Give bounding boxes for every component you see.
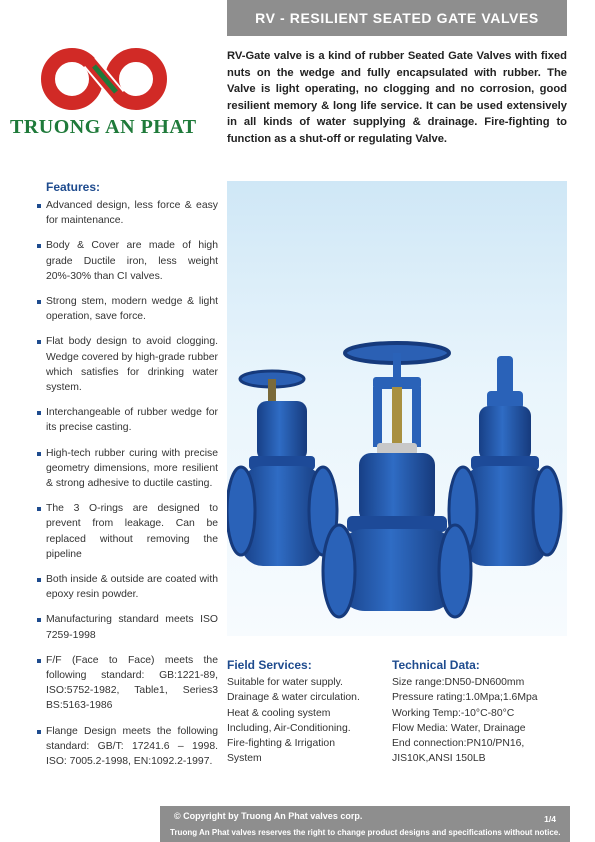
- field-services-line: Heat & cooling system: [227, 707, 331, 719]
- feature-item: Strong stem, modern wedge & light operation, save force.: [36, 294, 218, 324]
- technical-data-line: Working Temp:-10°C-80°C: [392, 707, 515, 719]
- center-valve: [323, 343, 471, 617]
- field-services-line: Fire-fighting & Irrigation: [227, 738, 335, 750]
- feature-item: Flat body design to avoid clogging. Wedge covered by high-grade rubber which satisfies for drinking water system.: [36, 334, 218, 395]
- technical-data-line: JIS10K,ANSI 150LB: [392, 753, 486, 765]
- feature-item: High-tech rubber curing with precise geometry dimensions, more resilient & strong adhesive to ductile casting.: [36, 446, 218, 492]
- features-section: [36, 180, 218, 779]
- gate-valves-photo: [227, 181, 567, 636]
- technical-data-line: Pressure rating:1.0Mpa;1.6Mpa: [392, 692, 538, 704]
- page-title: RV - RESILIENT SEATED GATE VALVES: [255, 10, 539, 26]
- feature-item: Both inside & outside are coated with epoxy resin powder.: [36, 572, 218, 602]
- technical-data-section: [392, 658, 572, 767]
- technical-data-heading: Technical Data:: [392, 658, 480, 672]
- feature-item: Advanced design, less force & easy for maintenance.: [36, 198, 218, 228]
- technical-data-line: Size range:DN50-DN600mm: [392, 677, 525, 688]
- field-services-heading: Field Services:: [227, 658, 312, 672]
- field-services-line: Suitable for water supply.: [227, 677, 343, 688]
- feature-item: The 3 O-rings are designed to prevent from leakage. Can be replaced without removing the pipeline: [36, 501, 218, 562]
- features-heading: Features:: [46, 180, 101, 194]
- valve-illustration: [227, 181, 567, 636]
- infinity-logo-icon: [34, 42, 174, 116]
- feature-item: Interchangeable of rubber wedge for its precise casting.: [36, 405, 218, 435]
- technical-data-line: End connection:PN10/PN16,: [392, 738, 525, 750]
- features-list: [36, 198, 218, 769]
- disclaimer-text: Truong An Phat valves reserves the right to change product designs and specifications without notice.: [170, 828, 561, 837]
- field-services-section: [227, 658, 387, 767]
- brand-name: TRUONG AN PHAT: [10, 116, 197, 138]
- intro-paragraph: RV-Gate valve is a kind of rubber Seated Gate Valves with fixed nuts on the wedge and fully encapsulated with rubber. The Valve is light operating, no clogging and no corrosion, good resilient memory & long life service. It can be used extensively in all kinds of water supplying & drainage. Fire-fighting to function as a shut-off or regulating Valve.: [227, 50, 567, 145]
- footer-bar: [160, 806, 570, 842]
- copyright-text: © Copyright by Truong An Phat valves corp.: [174, 811, 363, 821]
- feature-item: Manufacturing standard meets ISO 7259-1998: [36, 612, 218, 642]
- field-services-line: Including, Air-Conditioning.: [227, 722, 351, 734]
- field-services-line: Drainage & water circulation.: [227, 692, 360, 704]
- page-title-bar: [227, 0, 567, 36]
- technical-data-line: Flow Media: Water, Drainage: [392, 722, 526, 734]
- company-logo: [6, 40, 216, 145]
- feature-item: F/F (Face to Face) meets the following standard: GB:1221-89, ISO:5752-1982, Table1, Series3 BS:5163-1986: [36, 653, 218, 714]
- page-number: 1/4: [544, 814, 556, 824]
- feature-item: Flange Design meets the following standard: GB/T: 17241.6 – 1998. ISO: 7005.2-1998, EN:1092.2-1997.: [36, 724, 218, 770]
- left-valve: [227, 371, 337, 566]
- field-services-line: System: [227, 753, 262, 765]
- feature-item: Body & Cover are made of high grade Ductile iron, less weight 20%-30% than CI valves.: [36, 238, 218, 284]
